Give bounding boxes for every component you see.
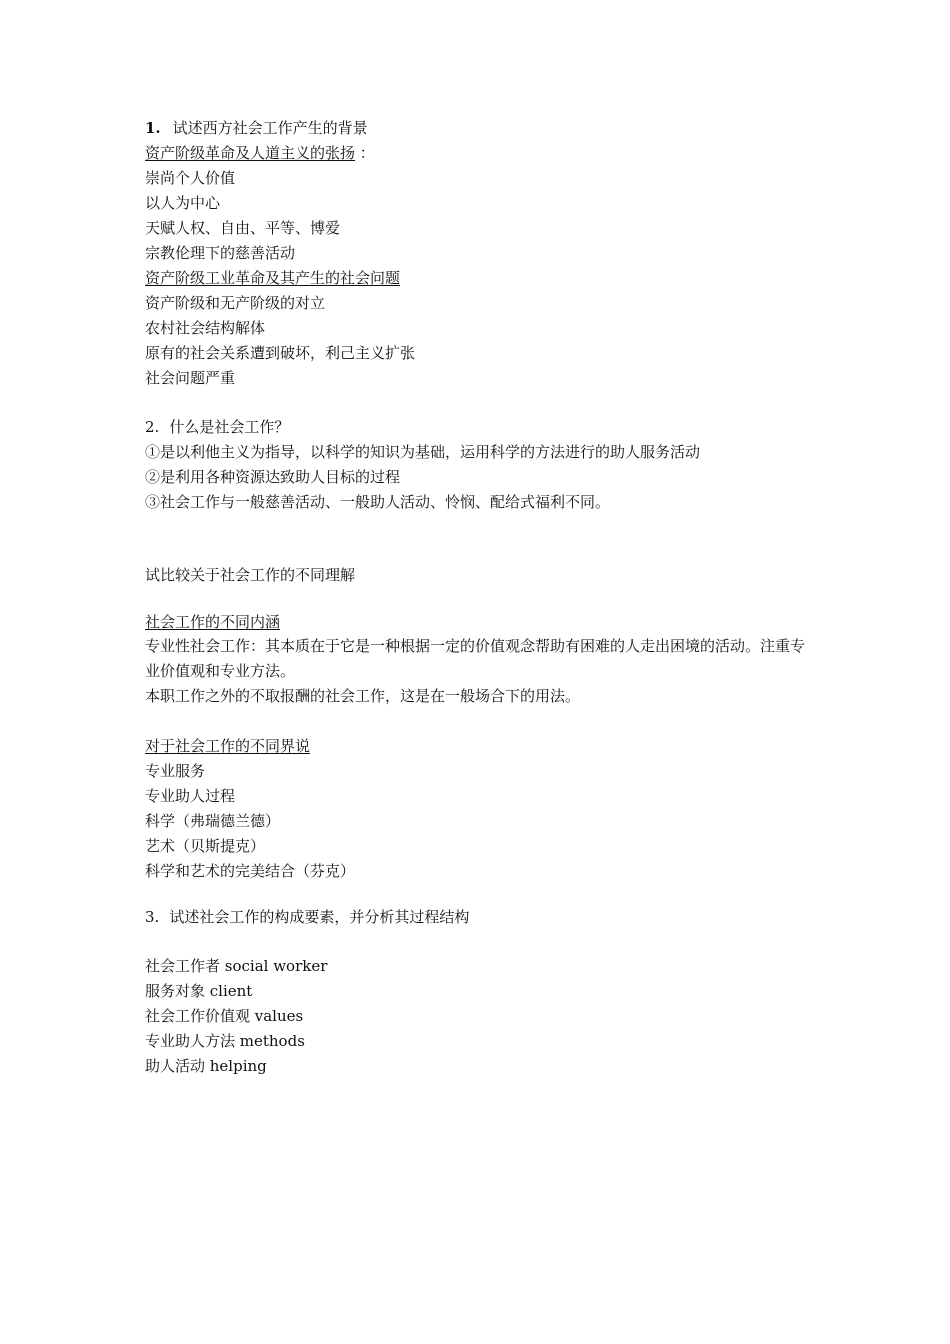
list-item: 崇尚个人价值: [145, 169, 236, 187]
list-item: 科学和艺术的完美结合（芬克）: [145, 862, 356, 880]
section2-number: 2.: [145, 418, 160, 436]
subheading-a-text: 资产阶级革命及人道主义的张扬: [145, 144, 356, 162]
document-page: [145, 0, 845, 1344]
list-item: 天赋人权、自由、平等、博爱: [145, 219, 341, 237]
list-item: 农村社会结构解体: [145, 319, 266, 337]
list-item: 艺术（贝斯提克）: [145, 837, 266, 855]
list-item: ③社会工作与一般慈善活动、一般助人活动、怜悯、配给式福利不同。: [145, 493, 611, 511]
list-item: ①是以利他主义为指导，以科学的知识为基础，运用科学的方法进行的助人服务活动: [145, 443, 701, 461]
section1-subheading-b: 资产阶级工业革命及其产生的社会问题: [145, 269, 401, 287]
list-item: 原有的社会关系遭到破坏，利己主义扩张: [145, 344, 416, 362]
list-item: 服务对象 client: [145, 982, 253, 1000]
section3-title: 试述社会工作的构成要素，并分析其过程结构: [169, 908, 470, 926]
section1-title: 试述西方社会工作产生的背景: [172, 119, 368, 137]
list-item: 专业助人过程: [145, 787, 236, 805]
section1-number: 1.: [145, 119, 161, 137]
subheading-a-suffix: ：: [355, 144, 375, 162]
list-item: 专业服务: [145, 762, 206, 780]
list-item: 专业助人方法 methods: [145, 1032, 305, 1050]
compare-subheading-b: 对于社会工作的不同界说: [145, 737, 311, 755]
compare-subheading-a: 社会工作的不同内涵: [145, 613, 281, 631]
list-item: 资产阶级和无产阶级的对立: [145, 294, 326, 312]
section2-heading: [145, 417, 289, 437]
list-item: 科学（弗瑞德兰德）: [145, 812, 281, 830]
section1-subheading-a: [145, 143, 375, 163]
paragraph: 本职工作之外的不取报酬的社会工作，这是在一般场合下的用法。: [145, 687, 581, 705]
list-item: 以人为中心: [145, 194, 221, 212]
section2-title: 什么是社会工作？: [169, 418, 290, 436]
section3-number: 3.: [145, 908, 160, 926]
list-item: ②是利用各种资源达致助人目标的过程: [145, 468, 401, 486]
list-item: 社会问题严重: [145, 369, 236, 387]
compare-title: 试比较关于社会工作的不同理解: [145, 566, 356, 584]
section3-heading: [145, 907, 469, 927]
list-item: 助人活动 helping: [145, 1057, 267, 1075]
list-item: 宗教伦理下的慈善活动: [145, 244, 296, 262]
section1-heading: [145, 118, 368, 138]
list-item: 社会工作者 social worker: [145, 957, 328, 975]
paragraph: 专业性社会工作：其本质在于它是一种根据一定的价值观念帮助有困难的人走出困境的活动。注重专业价值观和专业方法。: [145, 637, 806, 680]
list-item: 社会工作价值观 values: [145, 1007, 304, 1025]
